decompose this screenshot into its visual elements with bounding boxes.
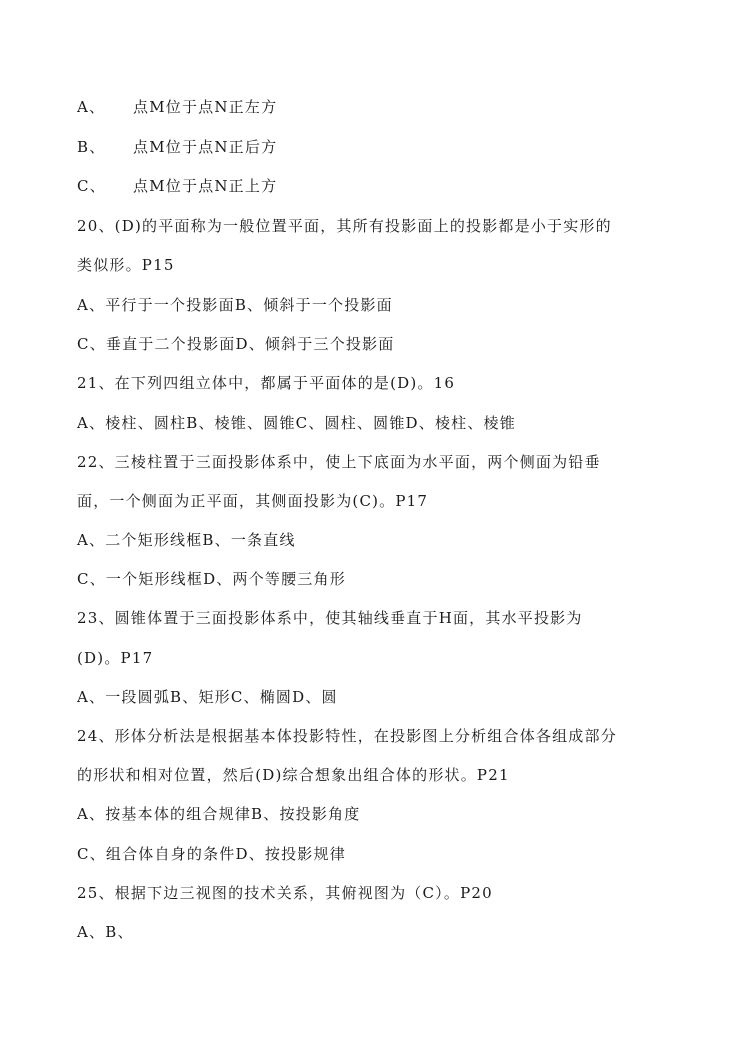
option-text: 点M位于点N正上方 [133, 177, 278, 195]
question-25-options: A、B、 [77, 923, 134, 941]
question-22-options-2: C、一个矩形线框D、两个等腰三角形 [77, 570, 346, 588]
question-23-line-1: 23、圆锥体置于三面投影体系中，使其轴线垂直于H面，其水平投影为 [77, 609, 583, 627]
question-20-line-1: 20、(D)的平面称为一般位置平面，其所有投影面上的投影都是小于实形的 [77, 217, 612, 235]
question-22-line-2: 面，一个侧面为正平面，其侧面投影为(C)。P17 [77, 492, 429, 510]
question-21: 21、在下列四组立体中，都属于平面体的是(D)。16 [77, 374, 456, 392]
question-24-line-2: 的形状和相对位置，然后(D)综合想象出组合体的形状。P21 [77, 766, 510, 784]
option-text: 点M位于点N正后方 [133, 138, 278, 156]
question-20-options-2: C、垂直于二个投影面D、倾斜于三个投影面 [77, 335, 395, 353]
option-text: 点M位于点N正左方 [133, 98, 278, 116]
option-line [77, 97, 277, 117]
question-22-options-1: A、二个矩形线框B、一条直线 [77, 531, 296, 549]
question-20-line-2: 类似形。P15 [77, 256, 175, 274]
question-25: 25、根据下边三视图的技术关系，其俯视图为（C）。P20 [77, 884, 493, 902]
option-label: C、 [77, 177, 106, 195]
option-label: B、 [77, 138, 106, 156]
question-21-options: A、棱柱、圆柱B、棱锥、圆锥C、圆柱、圆锥D、棱柱、棱锥 [77, 414, 516, 432]
question-24-options-2: C、组合体自身的条件D、按投影规律 [77, 845, 346, 863]
question-22-line-1: 22、三棱柱置于三面投影体系中，使上下底面为水平面，两个侧面为铅垂 [77, 453, 601, 471]
option-line [77, 137, 277, 157]
option-line [77, 176, 277, 196]
question-23-line-2: (D)。P17 [77, 649, 154, 667]
question-23-options: A、一段圆弧B、矩形C、椭圆D、圆 [77, 688, 338, 706]
question-24-options-1: A、按基本体的组合规律B、按投影角度 [77, 805, 361, 823]
question-24-line-1: 24、形体分析法是根据基本体投影特性，在投影图上分析组合体各组成部分 [77, 727, 617, 745]
option-label: A、 [77, 98, 106, 116]
question-20-options-1: A、平行于一个投影面B、倾斜于一个投影面 [77, 296, 393, 314]
